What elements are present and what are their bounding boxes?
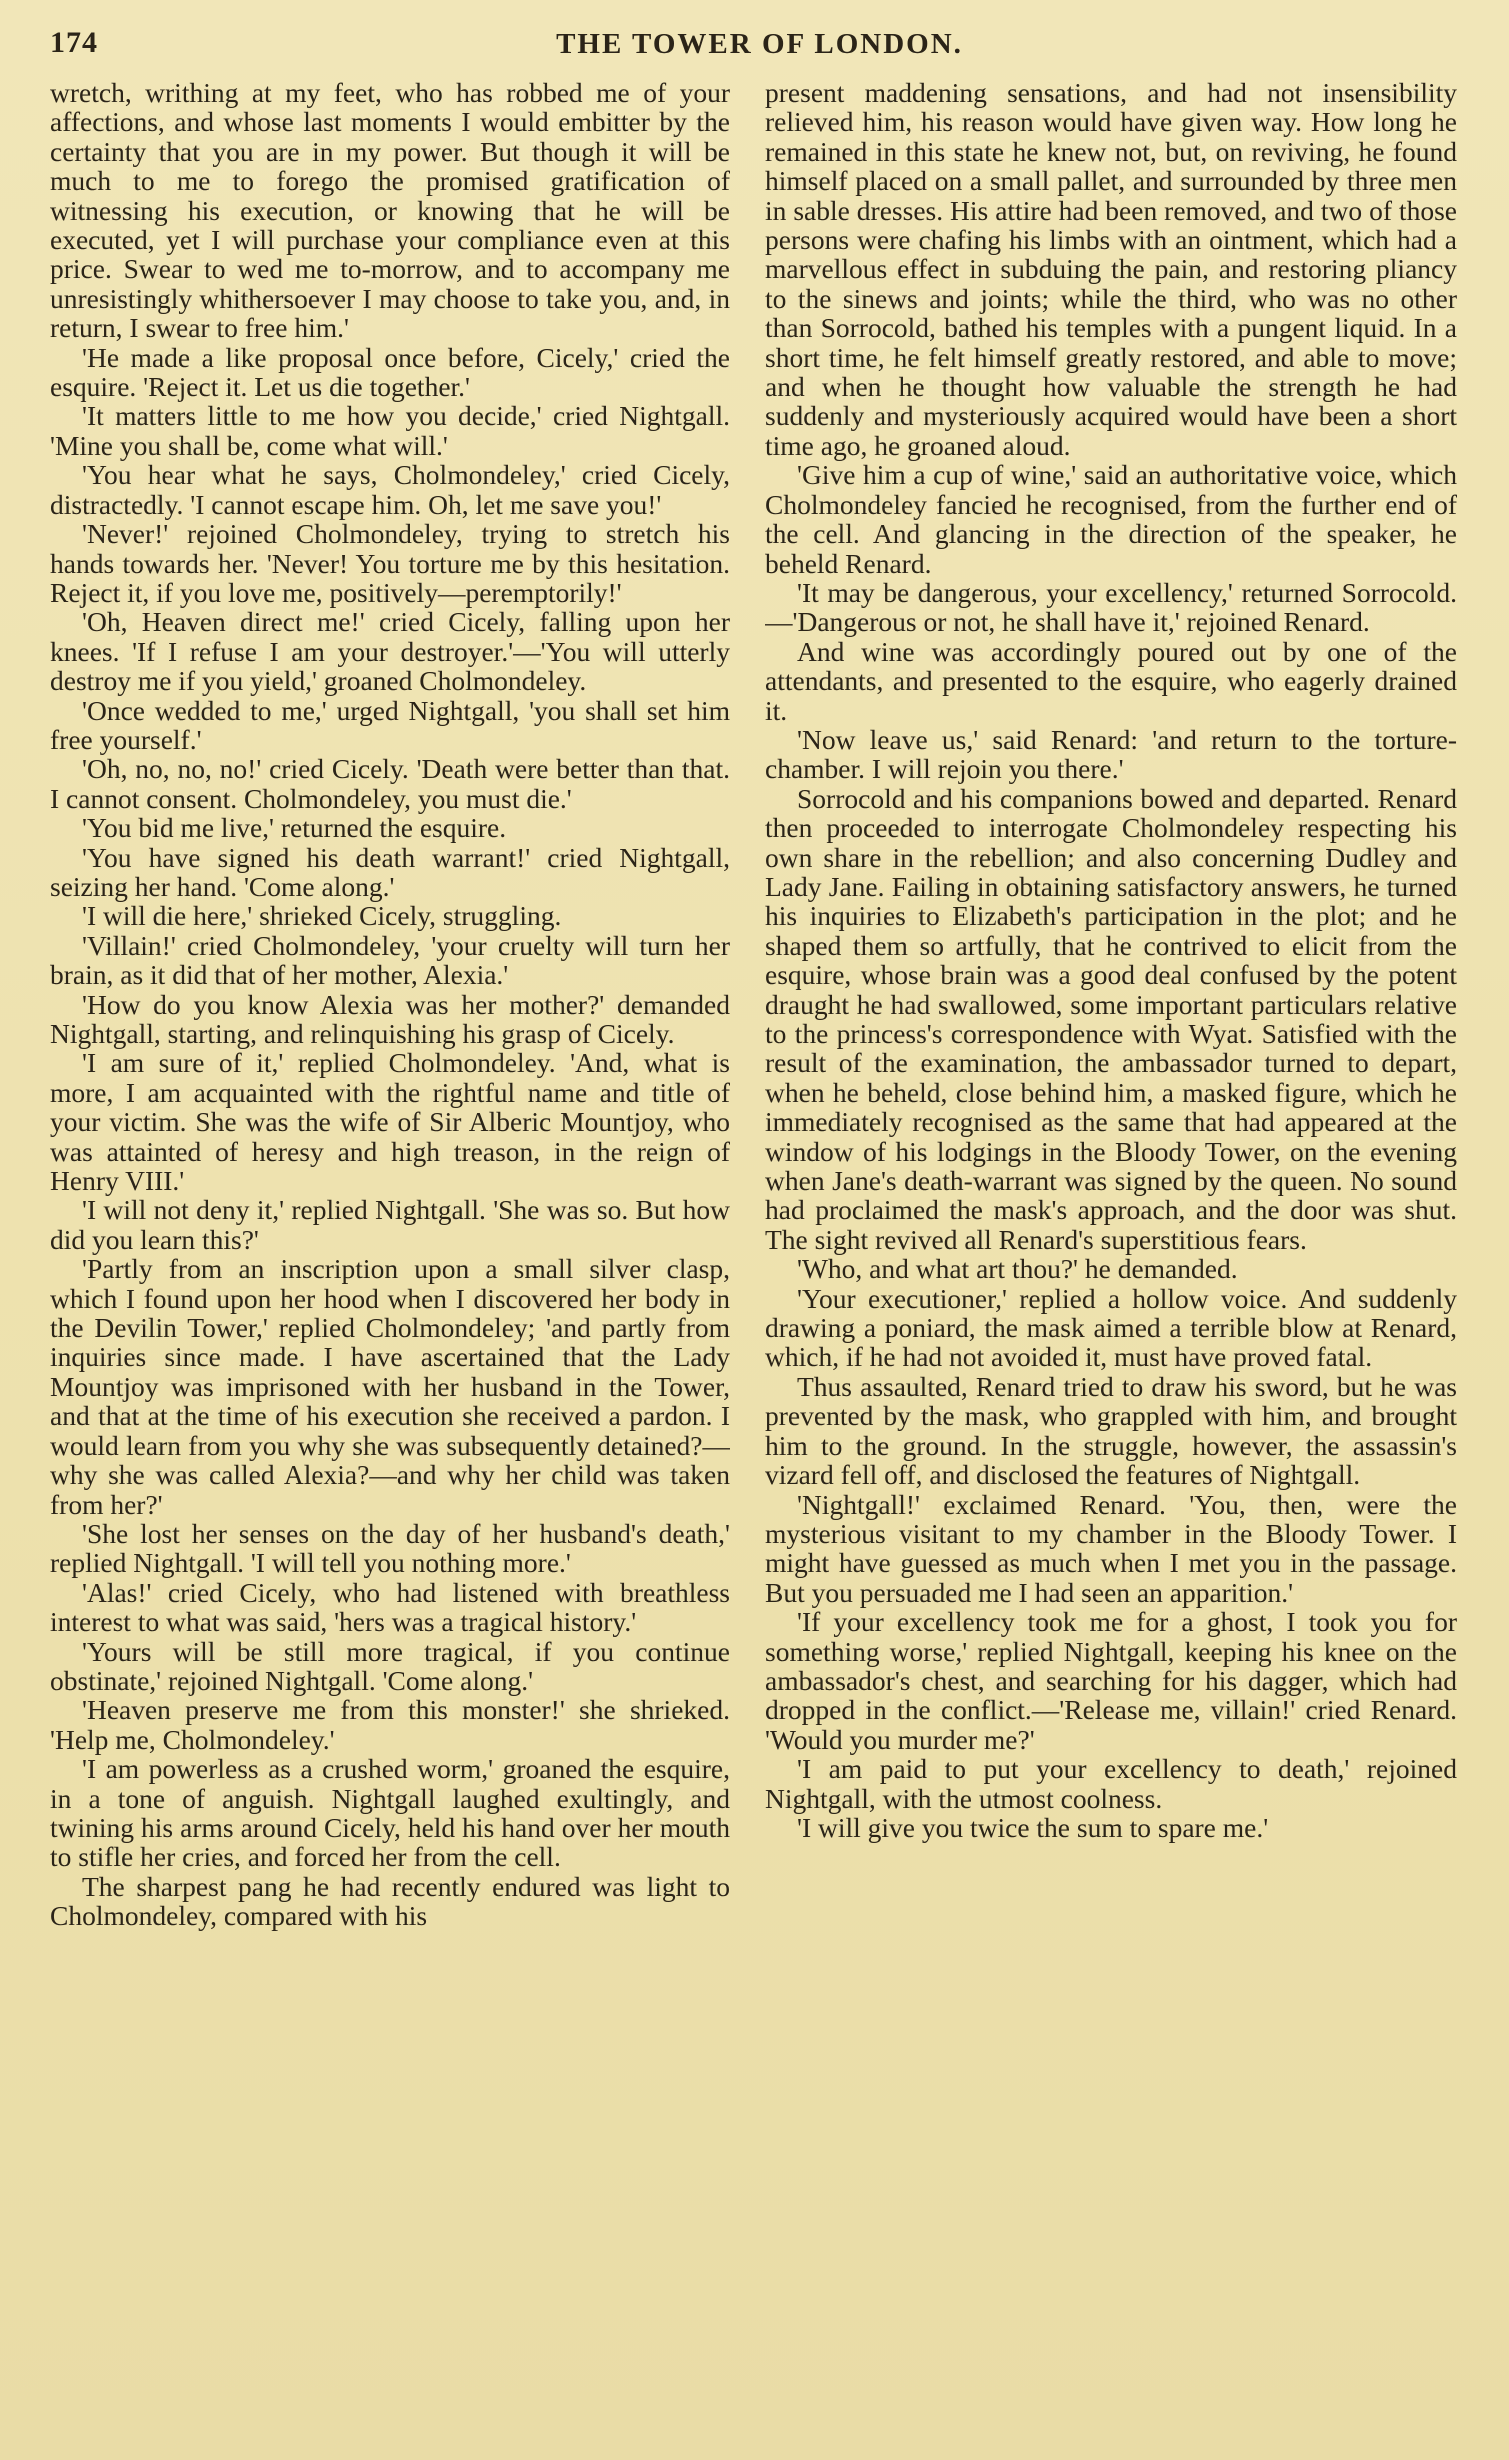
right-column: [765, 78, 1457, 2446]
paragraph: 'If your excellency took me for a ghost, I took you for something worse,' replied Nightgall, keeping his knee on the ambassador's chest, and searching for his dagger, which had dropped in the conflict.—'Release me, villain!' cried Renard. 'Would you murder me?': [765, 1606, 1457, 1755]
paragraph: Sorrocold and his companions bowed and departed. Renard then proceeded to interrogate Cholmondeley respecting his own share in the rebellion; and also concerning Dudley and Lady Jane. Failing in obtaining satisfactory answers, he turned his inquiries to Elizabeth's participation in the plot; and he shaped them so artfully, that he contrived to elicit from the esquire, whose brain was a good deal confused by the potent draught he had swallowed, some important particulars relative to the princess's correspondence with Wyat. Satisfied with the result of the examination, the ambassador turned to depart, when he beheld, close behind him, a masked figure, which he immediately recognised as the same that had appeared at the window of his lodgings in the Bloody Tower, on the evening when Jane's death-warrant was signed by the queen. No sound had proclaimed the mask's approach, and the door was shut. The sight revived all Renard's superstitious fears.: [765, 782, 1457, 1255]
paragraph: 'Never!' rejoined Cholmondeley, trying to stretch his hands towards her. 'Never! You torture me by this hesitation. Reject it, if you love me, positively—peremptorily!': [50, 518, 730, 608]
paragraph: 'Yours will be still more tragical, if you continue obstinate,' rejoined Nightgall. 'Come along.': [50, 1635, 730, 1696]
left-column: [50, 78, 730, 2446]
paragraph: 'Partly from an inscription upon a small silver clasp, which I found upon her hood when I discovered her body in the Devilin Tower,' replied Cholmondeley; 'and partly from inquiries since made. I have ascertained that the Lady Mountjoy was imprisoned with her husband in the Tower, and that at the time of his execution she received a pardon. I would learn from you why she was subsequently detained?—why she was called Alexia?—and why her child was taken from her?': [50, 1253, 730, 1520]
paragraph: 'Once wedded to me,' urged Nightgall, 'you shall set him free yourself.': [50, 694, 730, 755]
paragraph: 'You have signed his death warrant!' cried Nightgall, seizing her hand. 'Come along.': [50, 841, 730, 902]
paragraph: 'Give him a cup of wine,' said an authoritative voice, which Cholmondeley fancied he recognised, from the further end of the cell. And glancing in the direction of the speaker, he beheld Renard.: [765, 459, 1457, 579]
paragraph: 'I am sure of it,' replied Cholmondeley. 'And, what is more, I am acquainted with the rightful name and title of your victim. She was the wife of Sir Alberic Mountjoy, who was attainted of heresy and high treason, in the reign of Henry VIII.': [50, 1047, 730, 1197]
paragraph: 'Alas!' cried Cicely, who had listened with breathless interest to what was said, 'hers was a tragical history.': [50, 1576, 730, 1638]
paragraph: 'Nightgall!' exclaimed Renard. 'You, then, were the mysterious visitant to my chamber in the Bloody Tower. I might have guessed as much when I met you in the passage. But you persuaded me I had seen an apparition.': [765, 1488, 1457, 1608]
paragraph: present maddening sensations, and had not insensibility relieved him, his reason would have given way. How long he remained in this state he knew not, but, on reviving, he found himself placed on a small pallet, and surrounded by three men in sable dresses. His attire had been removed, and two of those persons were chafing his limbs with an ointment, which had a marvellous effect in subduing the pain, and restoring pliancy to the sinews and joints; while the third, who was no other than Sorrocold, bathed his temples with a pungent liquid. In a short time, he felt himself greatly restored, and able to move; and when he thought how valuable the strength he had suddenly and mysteriously acquired would have been a short time ago, he groaned aloud.: [765, 78, 1457, 461]
paragraph: 'Villain!' cried Cholmondeley, 'your cruelty will turn her brain, as it did that of her mother, Alexia.': [50, 929, 730, 991]
paragraph: 'How do you know Alexia was her mother?' demanded Nightgall, starting, and relinquishing his grasp of Cicely.: [50, 988, 730, 1049]
paragraph: 'I will not deny it,' replied Nightgall. 'She was so. But how did you learn this?': [50, 1194, 730, 1255]
paragraph: 'Who, and what art thou?' he demanded.: [797, 1253, 1238, 1285]
page-header: [50, 26, 1469, 66]
paragraph: 'Oh, Heaven direct me!' cried Cicely, falling upon her knees. 'If I refuse I am your destroyer.'—'You will utterly destroy me if you yield,' groaned Cholmondeley.: [50, 606, 730, 697]
paragraph: 'Oh, no, no, no!' cried Cicely. 'Death were better than that. I cannot consent. Cholmondeley, you must die.': [50, 753, 730, 814]
paragraph: The sharpest pang he had recently endured was light to Cholmondeley, compared with his: [50, 1870, 730, 1932]
paragraph: 'I will give you twice the sum to spare me.': [797, 1811, 1269, 1843]
paragraph: 'She lost her senses on the day of her husband's death,' replied Nightgall. 'I will tell you nothing more.': [50, 1517, 730, 1579]
paragraph: wretch, writhing at my feet, who has robbed me of your affections, and whose last moments I would embitter by the certainty that you are in my power. But though it will be much to me to forego the promised gratification of witnessing his execution, or knowing that he will be executed, yet I will purchase your compliance even at this price. Swear to wed me to-morrow, and to accompany me unresistingly whithersoever I may choose to take you, and, in return, I swear to free him.': [50, 78, 730, 344]
paragraph: 'Your executioner,' replied a hollow voice. And suddenly drawing a poniard, the mask aimed a terrible blow at Renard, which, if he had not avoided it, must have proved fatal.: [765, 1282, 1457, 1373]
paragraph: 'It may be dangerous, your excellency,' returned Sorrocold.—'Dangerous or not, he shall have it,' rejoined Renard.: [765, 576, 1457, 638]
paragraph: 'I am paid to put your excellency to death,' rejoined Nightgall, with the utmost coolness.: [765, 1753, 1457, 1814]
paragraph: 'It matters little to me how you decide,' cried Nightgall. 'Mine you shall be, come what will.': [50, 400, 730, 461]
paragraph: 'Heaven preserve me from this monster!' she shrieked. 'Help me, Cholmondeley.': [50, 1694, 730, 1755]
paragraph: 'You bid me live,' returned the esquire.: [82, 812, 507, 844]
paragraph: 'Now leave us,' said Renard: 'and return to the torture-chamber. I will rejoin you there.': [765, 723, 1457, 785]
running-title: THE TOWER OF LONDON.: [556, 28, 963, 60]
paragraph: 'You hear what he says, Cholmondeley,' cried Cicely, distractedly. 'I cannot escape him. Oh, let me save you!': [50, 459, 730, 520]
paragraph: 'I am powerless as a crushed worm,' groaned the esquire, in a tone of anguish. Nightgall laughed exultingly, and twining his arms around Cicely, held his hand over her mouth to stifle her cries, and forced her from the cell.: [50, 1753, 730, 1873]
paragraph: And wine was accordingly poured out by one of the attendants, and presented to the esquire, who eagerly drained it.: [765, 635, 1457, 726]
paragraph: 'He made a like proposal once before, Cicely,' cried the esquire. 'Reject it. Let us die together.': [50, 341, 730, 403]
paragraph: 'I will die here,' shrieked Cicely, struggling.: [82, 900, 562, 932]
paragraph: Thus assaulted, Renard tried to draw his sword, but he was prevented by the mask, who grappled with him, and brought him to the ground. In the struggle, however, the assassin's vizard fell off, and disclosed the features of Nightgall.: [765, 1370, 1457, 1491]
page-number: 174: [50, 26, 98, 59]
